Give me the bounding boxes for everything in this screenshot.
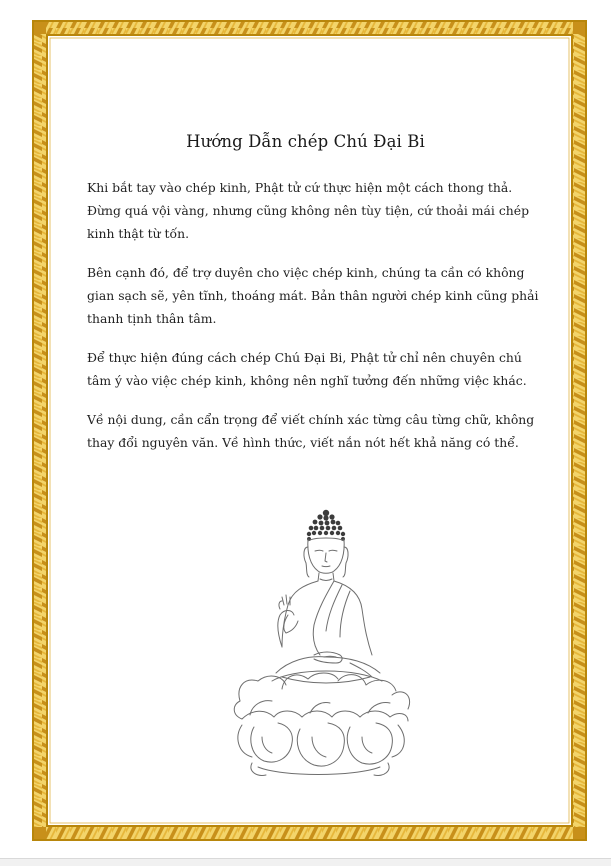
paragraph-2 xyxy=(87,261,552,330)
paragraph-line: Để thực hiện đúng cách chép Chú Đại Bi, Phật tử chỉ nên chuyên chú xyxy=(87,350,522,365)
paragraph-4 xyxy=(87,408,552,454)
paragraph-line: thay đổi nguyên văn. Về hình thức, viết nắn nót hết khả năng có thể. xyxy=(87,435,519,450)
paragraph-line: Đừng quá vội vàng, nhưng cũng không nên tùy tiện, cứ thoải mái chép xyxy=(87,203,530,218)
paragraph-line: thanh tịnh thân tâm. xyxy=(87,311,217,326)
paragraph-1 xyxy=(87,176,552,245)
paragraph-line: gian sạch sẽ, yên tĩnh, thoáng mát. Bản thân người chép kinh cũng phải xyxy=(87,288,539,303)
buddha-on-lotus-icon xyxy=(222,505,414,791)
paragraph-line: Khi bắt tay vào chép kinh, Phật tử cứ thực hiện một cách thong thả. xyxy=(87,180,513,195)
page-title: Hướng Dẫn chép Chú Đại Bi xyxy=(186,132,425,151)
paragraph-line: Về nội dung, cần cẩn trọng để viết chính xác từng câu từng chữ, không xyxy=(87,412,535,427)
paragraph-line: Bên cạnh đó, để trợ duyên cho việc chép kinh, chúng ta cần có không xyxy=(87,265,525,280)
paragraph-3 xyxy=(87,346,552,392)
paragraph-line: tâm ý vào việc chép kinh, không nên nghĩ tưởng đến những việc khác. xyxy=(87,373,527,388)
hair-curls xyxy=(307,510,345,541)
paragraph-line: kinh thật từ tốn. xyxy=(87,226,190,241)
